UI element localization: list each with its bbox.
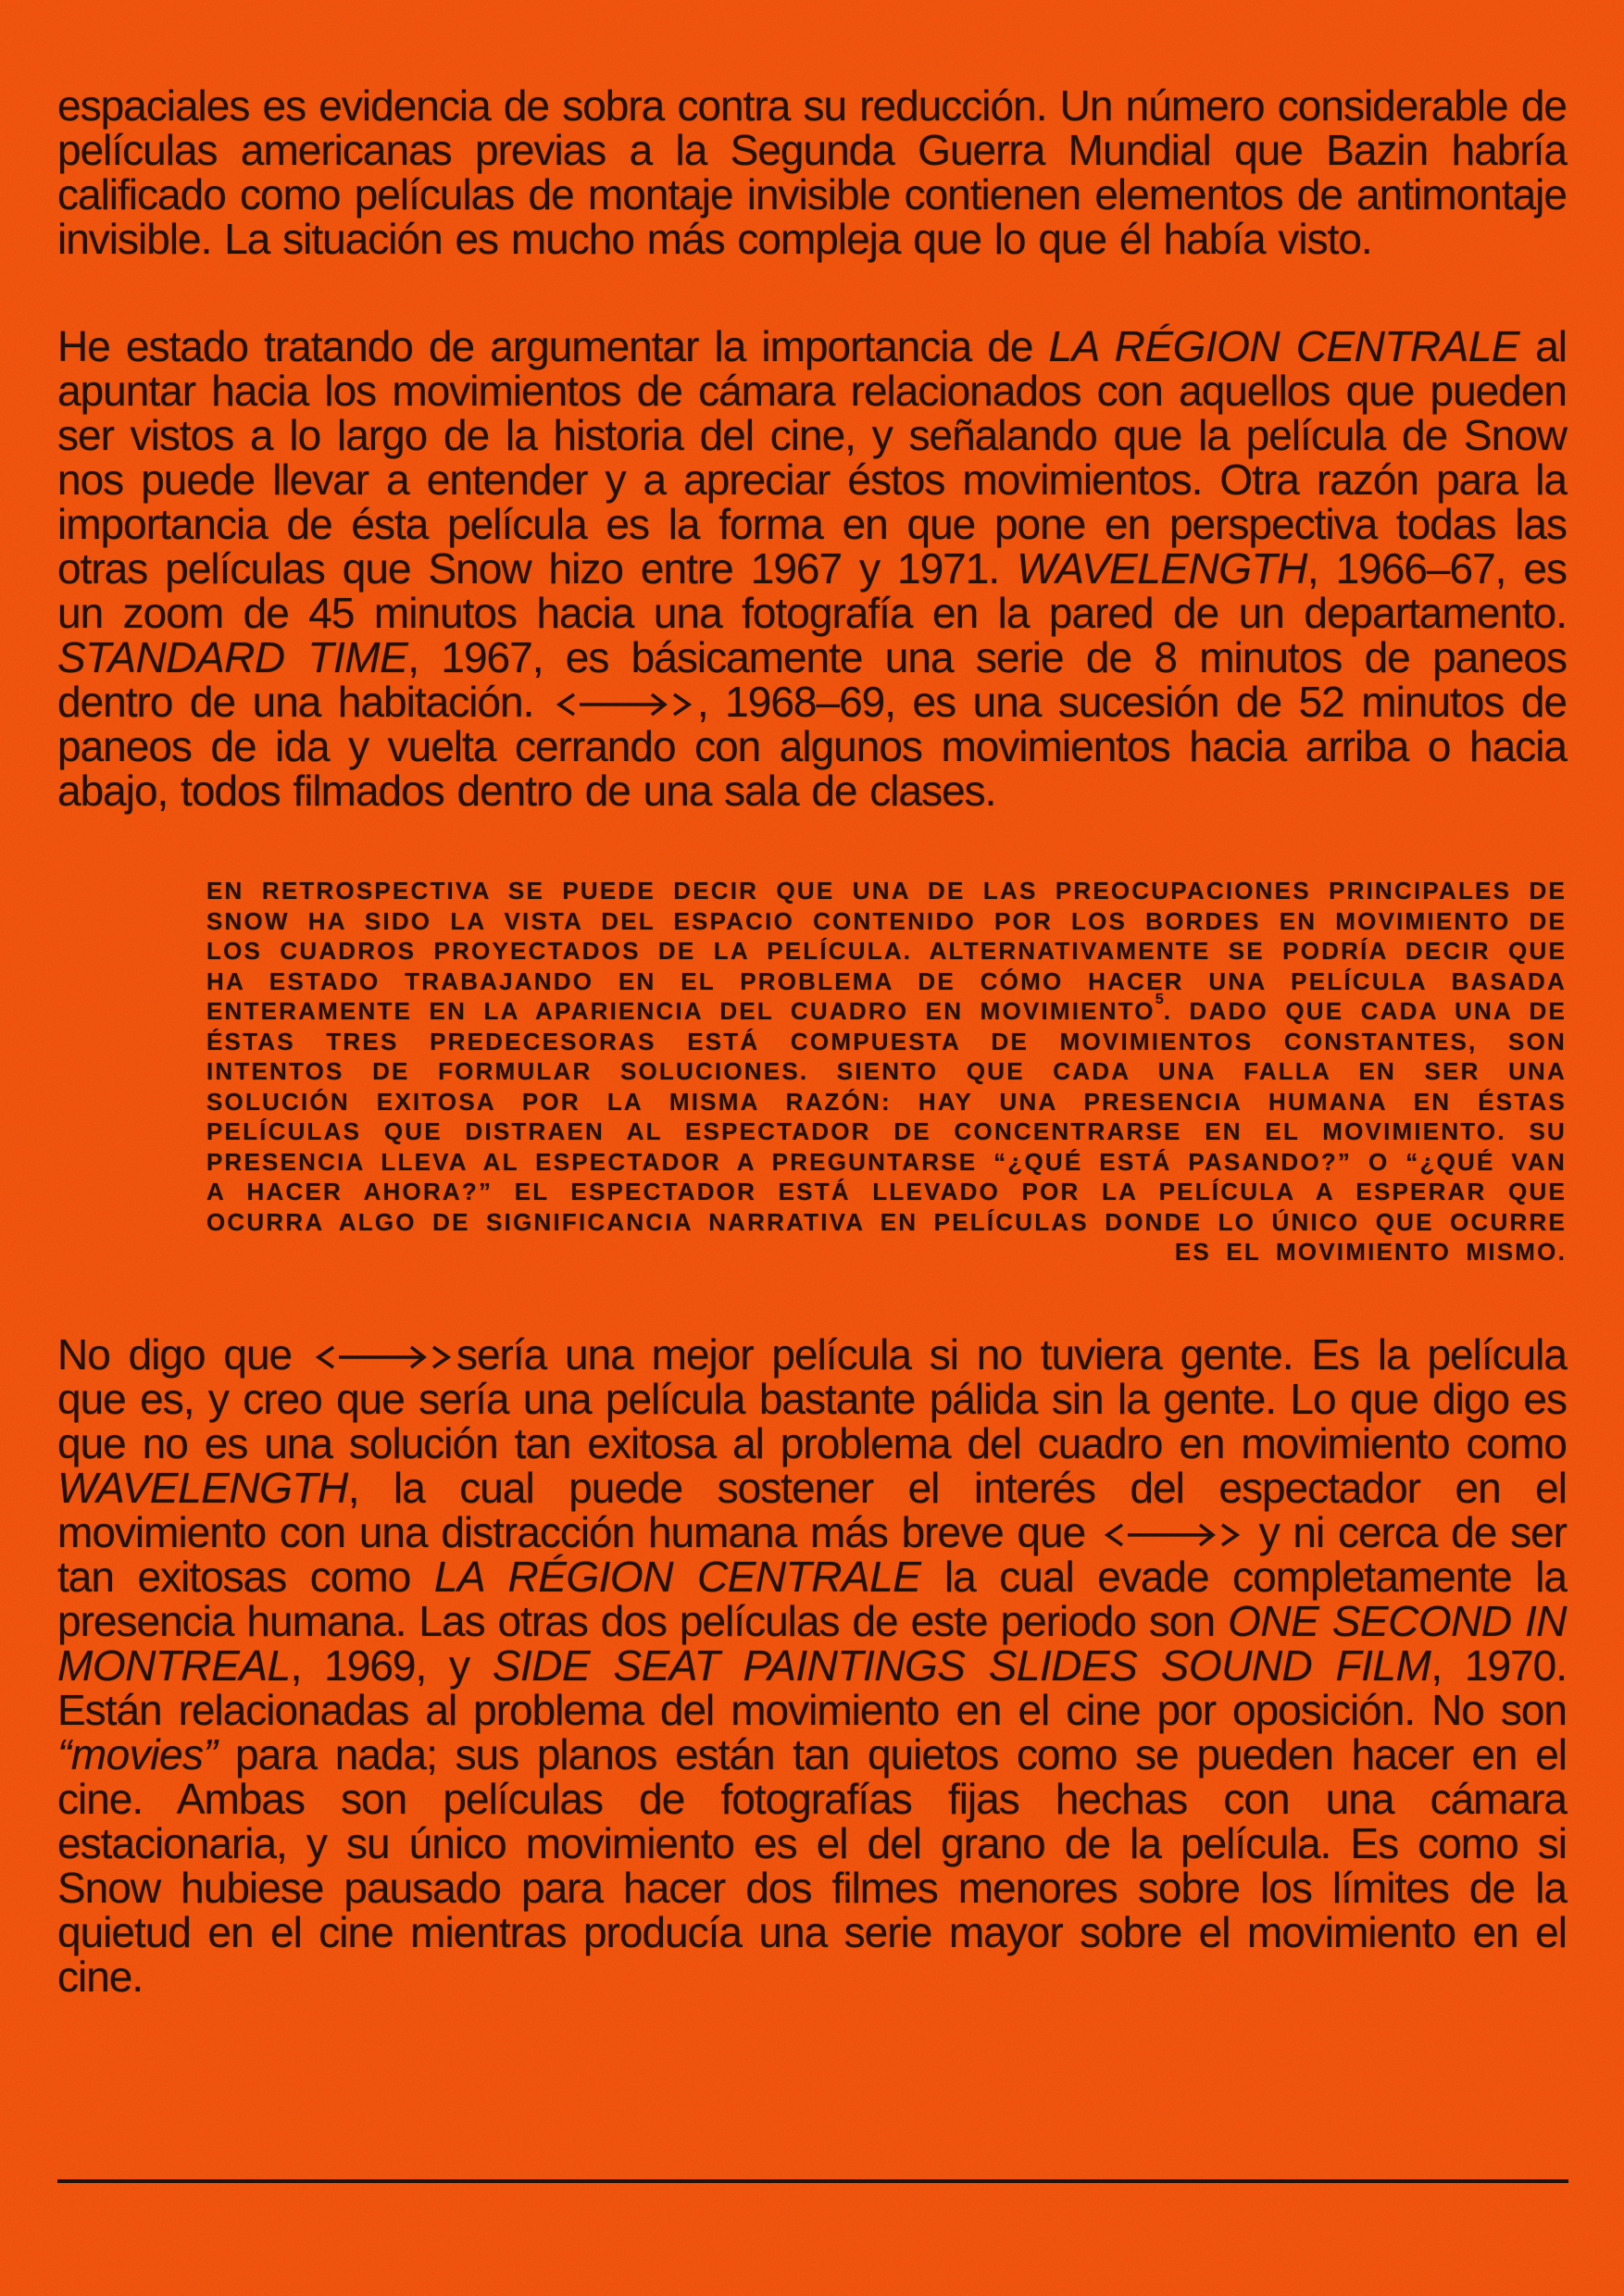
- film-title: LA RÉGION CENTRALE: [1048, 322, 1520, 370]
- back-and-forth-film-title-arrow: [554, 689, 694, 720]
- text-run: para nada; sus planos están tan quietos como se pueden hacer en el cine. Ambas son películas de fotografías fijas hechas con una cámara estacionaria, y su único movimiento es el del grano de la película. Es como si Snow hubiese pausado para hacer dos filmes menores sobre los límites de la quietud en el cine mientras producía una serie mayor sobre el movimiento en el cine.: [57, 1729, 1567, 2001]
- back-and-forth-film-title-arrow: [1102, 1519, 1243, 1551]
- film-title: STANDARD TIME: [57, 633, 408, 681]
- film-title: LA RÉGION CENTRALE: [433, 1552, 921, 1601]
- text-run: EN RETROSPECTIVA SE PUEDE DECIR QUE UNA DE LAS PREOCUPACIONES PRINCIPALES DE SNOW HA SIDO LA VISTA DEL ESPACIO CONTENIDO POR LOS BORDES EN MOVIMIENTO DE LOS CUADROS PROYECTADOS DE LA PELÍCULA. ALTERNATIVAMENTE SE PODRÍA DECIR QUE HA ESTADO TRABAJANDO EN EL PROBLEMA DE CÓMO HACER UNA PELÍCULA BASADA ENTERAMENTE EN LA APARIENCIA DEL CUADRO EN MOVIMIENTO: [206, 877, 1567, 1025]
- text-run: , la cual puede sostener el interés del espectador en el movimiento con una distracción humana más breve que: [57, 1463, 1567, 1556]
- text-run: . DADO QUE CADA UNA DE ÉSTAS TRES PREDECESORAS ESTÁ COMPUESTA DE MOVIMIENTOS CONSTANTES, SON INTENTOS DE FORMULAR SOLUCIONES. SIENTO QUE CADA UNA FALLA EN SER UNA SOLUCIÓN EXITOSA POR LA MISMA RAZÓN: HAY UNA PRESENCIA HUMANA EN ÉSTAS PELÍCULAS QUE DISTRAEN AL ESPECTADOR DE CONCENTRARSE EN EL MOVIMIENTO. SU PRESENCIA LLEVA AL ESPECTADOR A PREGUNTARSE “¿QUÉ ESTÁ PASANDO?” O “¿QUÉ VAN A HACER AHORA?” EL ESPECTADOR ESTÁ LLEVADO POR LA PELÍCULA A ESPERAR QUE OCURRA ALGO DE SIGNIFICANCIA NARRATIVA EN PELÍCULAS DONDE LO ÚNICO QUE OCURRE ES EL MOVIMIENTO MISMO.: [206, 997, 1567, 1266]
- retrospective-indented-block: [206, 876, 1567, 1267]
- text-run: He estado tratando de argumentar la importancia de: [57, 322, 1049, 370]
- text-run: , 1970. Están relacionadas al problema del movimiento en el cine por oposición. No son: [57, 1641, 1567, 1734]
- film-title: ONE SECOND IN MONTREAL: [57, 1596, 1568, 1690]
- paragraph-continuation-top: [57, 83, 1567, 261]
- film-title: WAVELENGTH: [57, 1463, 348, 1512]
- text-run: y ni cerca de ser tan exitosas como: [57, 1507, 1567, 1601]
- text-run: No digo que: [57, 1329, 310, 1379]
- footnote-separator-rule: [57, 2179, 1568, 2183]
- back-and-forth-film-title-arrow: [313, 1341, 454, 1373]
- text-run: la cual evade completamente la presencia humana. Las otras dos películas de este periodo son: [57, 1552, 1567, 1645]
- film-title: WAVELENGTH: [1017, 544, 1307, 593]
- film-title: SIDE SEAT PAINTINGS SLIDES SOUND FILM: [492, 1641, 1431, 1690]
- text-run: espaciales es evidencia de sobra contra su reducción. Un número considerable de películas americanas previas a la Segunda Guerra Mundial que Bazin habría calificado como películas de montaje invisible contienen elementos de antimontaje invisible. La situación es mucho más compleja que lo que él había visto.: [57, 81, 1567, 263]
- paragraph-la-region-centrale: [57, 324, 1567, 813]
- paragraph-no-digo-que: [57, 1329, 1568, 2001]
- text-run: , 1966–67, es un zoom de 45 minutos hacia una fotografía en la pared de un departamento.: [57, 544, 1567, 637]
- text-run: , 1968–69, es una sucesión de 52 minutos de paneos de ida y vuelta cerrando con algunos movimientos hacia arriba o hacia abajo, todos filmados dentro de una sala de clases.: [57, 678, 1567, 815]
- text-run: al apuntar hacia los movimientos de cámara relacionados con aquellos que pueden ser vistos a lo largo de la historia del cine, y señalando que la película de Snow nos puede llevar a entender y a apreciar éstos movimientos. Otra razón para la importancia de ésta película es la forma en que pone en perspectiva todas las otras películas que Snow hizo entre 1967 y 1971.: [57, 322, 1567, 593]
- film-title: “movies”: [57, 1729, 218, 1778]
- text-run: sería una mejor película si no tuviera gente. Es la película que es, y creo que sería una película bastante pálida sin la gente. Lo que digo es que no es una solución tan exitosa al problema del cuadro en movimiento como: [57, 1329, 1567, 1467]
- footnote-reference: 5: [1155, 991, 1164, 1008]
- text-run: , 1969, y: [290, 1641, 493, 1690]
- text-run: , 1967, es básicamente una serie de 8 minutos de paneos dentro de una habitación.: [57, 633, 1567, 726]
